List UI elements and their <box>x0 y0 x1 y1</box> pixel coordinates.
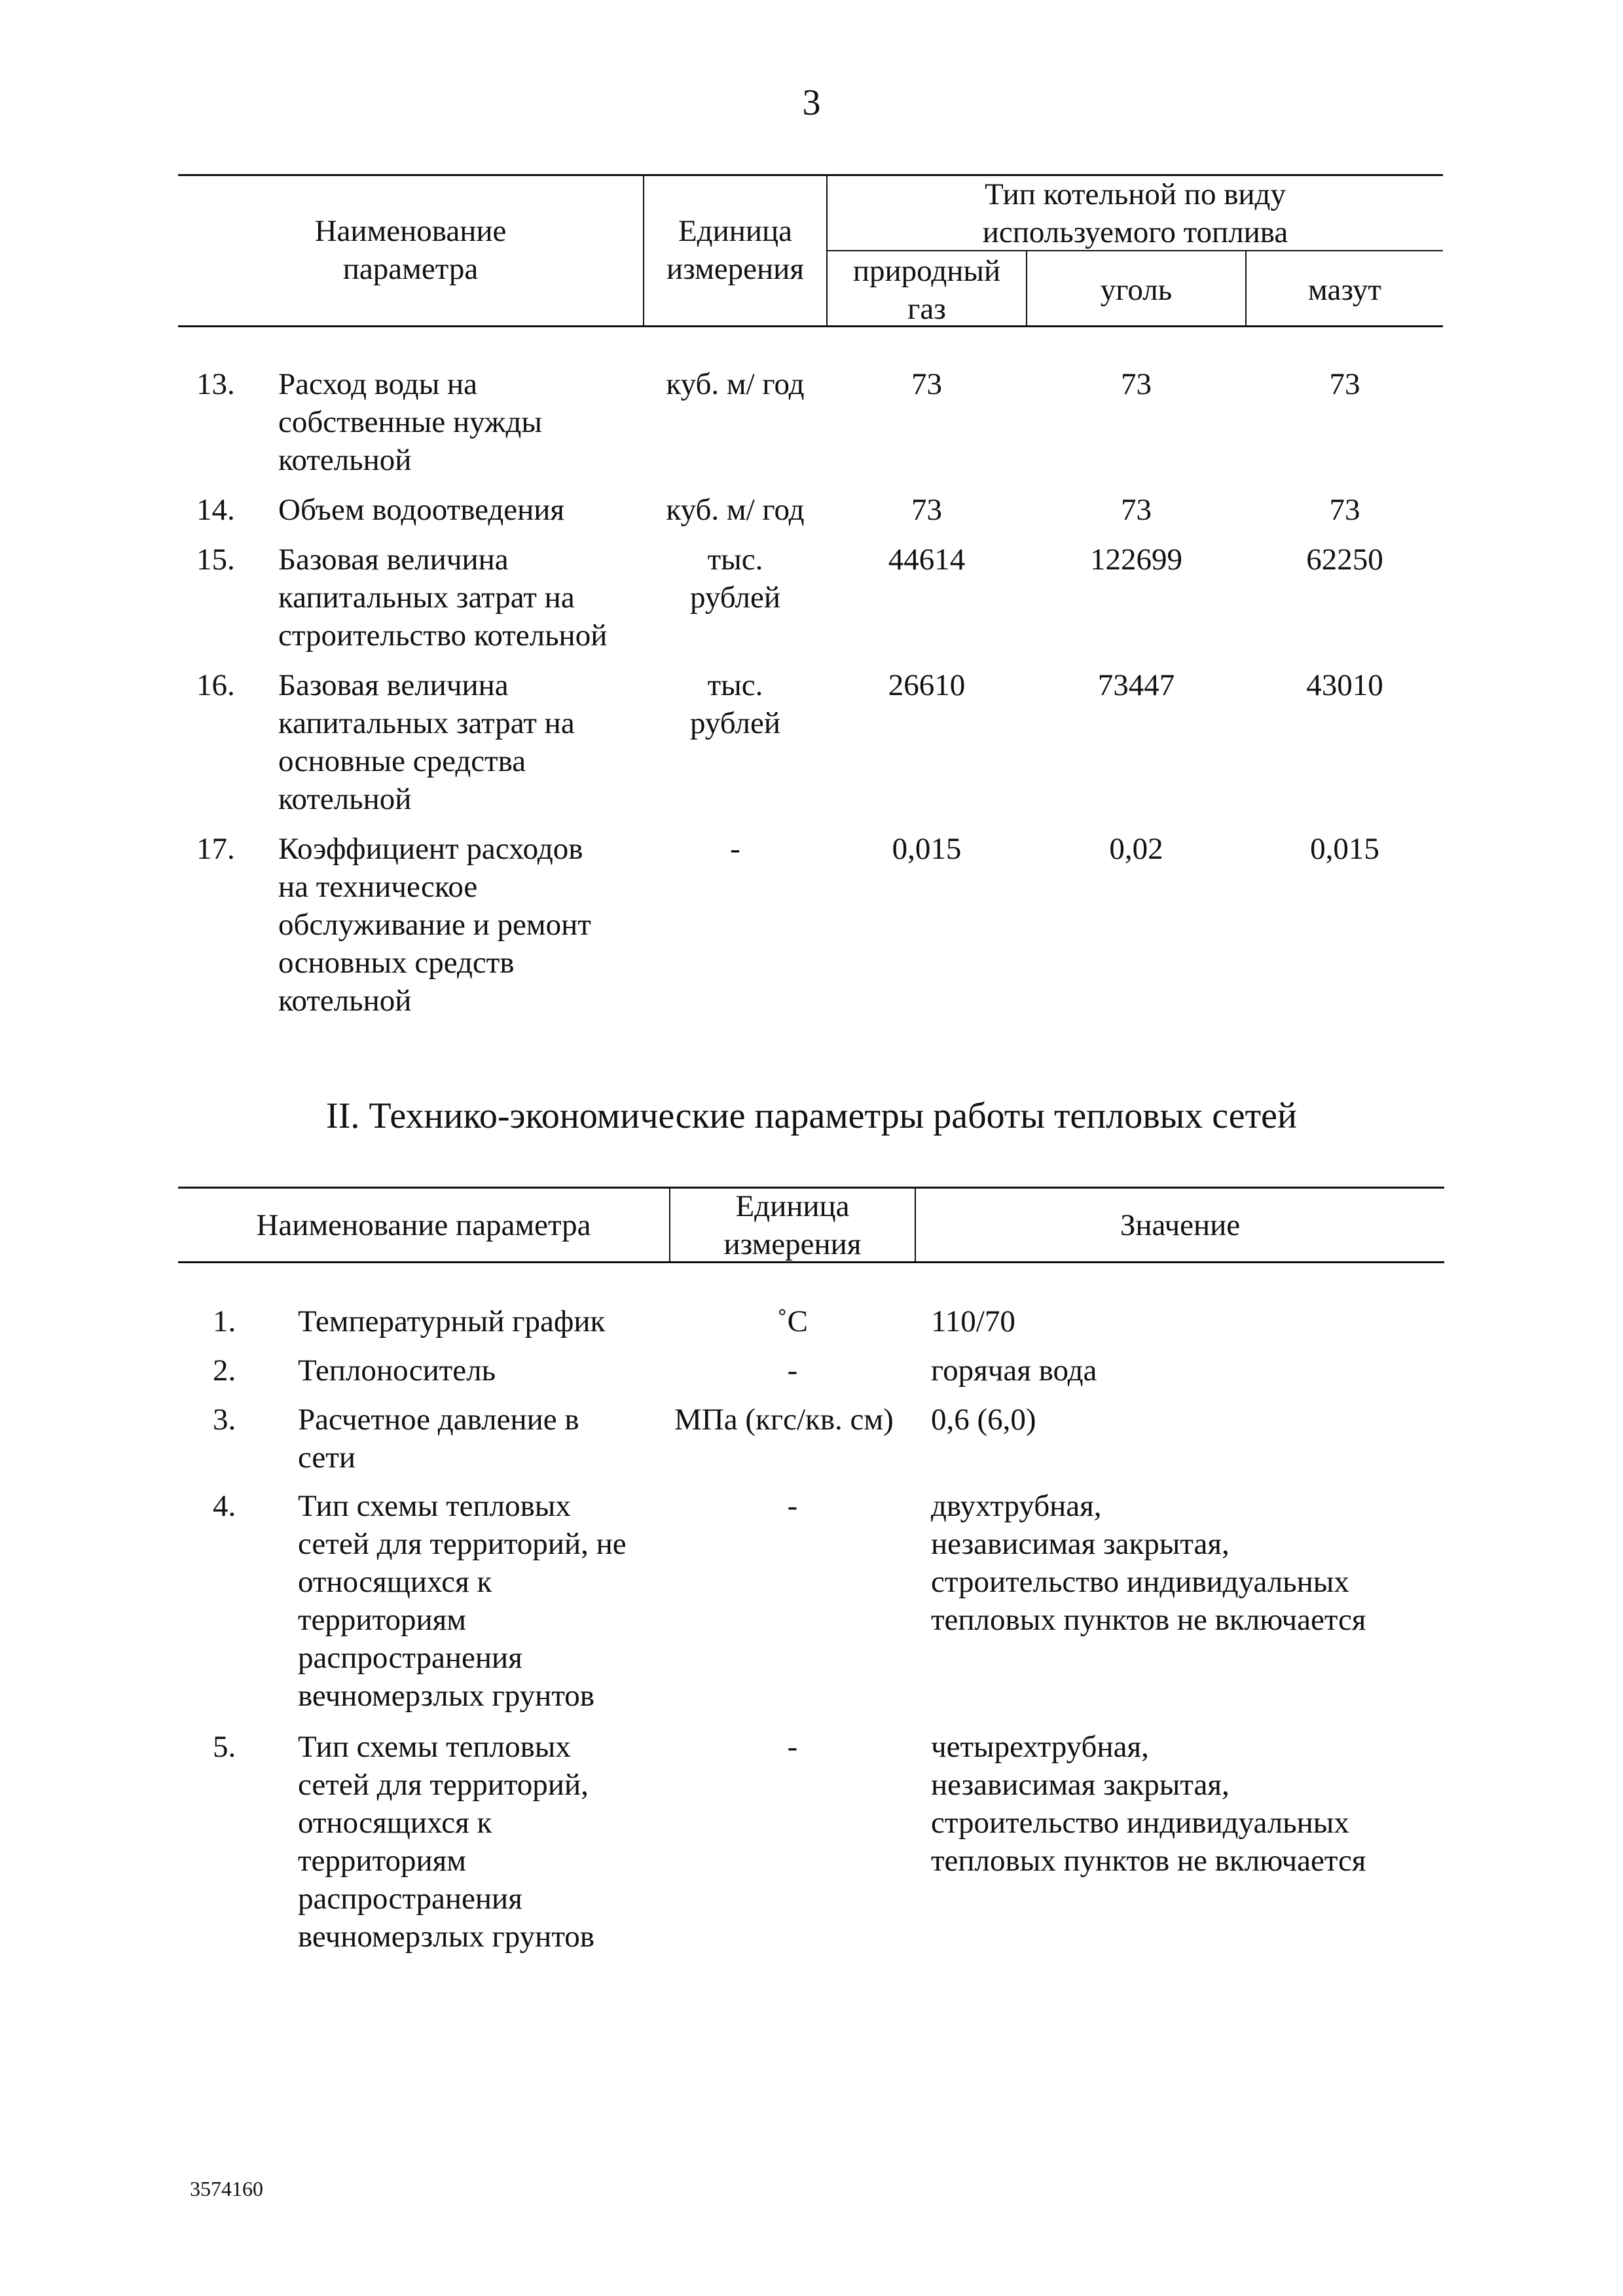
row-coal-value: 122699 <box>1090 543 1182 577</box>
row-unit: тыс. рублей <box>690 668 780 740</box>
row-unit: МПа (кгс/кв. см) <box>674 1403 894 1437</box>
row-coal-value: 73 <box>1121 493 1152 527</box>
row-unit: - <box>787 1730 798 1764</box>
row-name: Коэффициент расходов на техническое обслуживание и ремонт основных средств котельной <box>278 832 591 1018</box>
row-unit: куб. м/ год <box>666 367 805 401</box>
row-gas-value: 0,015 <box>892 832 962 866</box>
row-name: Расчетное давление в сети <box>298 1403 579 1475</box>
table1-header-name: Наименование параметра <box>314 214 507 286</box>
row-oil-value: 73 <box>1329 367 1360 401</box>
row-unit: куб. м/ год <box>666 493 805 527</box>
page-number: 3 <box>802 82 821 123</box>
row-value: горячая вода <box>931 1354 1097 1388</box>
row-coal-value: 0,02 <box>1109 832 1163 866</box>
table2-header-unit: Единица измерения <box>723 1189 862 1261</box>
row-name: Объем водоотведения <box>278 493 565 527</box>
row-number: 2. <box>213 1354 236 1388</box>
row-name: Тип схемы тепловых сетей для территорий, относящихся к территориям распространения вечномерзлых грунтов <box>298 1730 594 1954</box>
row-name: Тип схемы тепловых сетей для территорий, не относящихся к территориям распространения вечномерзлых грунтов <box>298 1489 627 1713</box>
row-unit: - <box>787 1354 798 1388</box>
row-number: 14. <box>196 493 235 527</box>
row-name: Теплоноситель <box>298 1354 496 1388</box>
table2-header-name: Наименование параметра <box>256 1208 591 1242</box>
row-name: Расход воды на собственные нужды котельной <box>278 367 542 477</box>
table1-header-bottom-rule <box>178 325 1443 327</box>
row-name: Базовая величина капитальных затрат на основные средства котельной <box>278 668 575 816</box>
row-value: 110/70 <box>931 1304 1015 1338</box>
row-oil-value: 62250 <box>1306 543 1383 577</box>
row-oil-value: 73 <box>1329 493 1360 527</box>
row-oil-value: 43010 <box>1306 668 1383 702</box>
table1-header-unit: Единица измерения <box>666 214 804 286</box>
row-gas-value: 73 <box>911 367 942 401</box>
row-name: Температурный график <box>298 1304 606 1338</box>
section-title: II. Технико-экономические параметры работы тепловых сетей <box>326 1096 1297 1136</box>
row-unit: - <box>787 1489 798 1523</box>
table1-header-gas: природный газ <box>852 254 1001 326</box>
row-gas-value: 26610 <box>888 668 966 702</box>
document-id: 3574160 <box>190 2177 263 2200</box>
row-coal-value: 73 <box>1121 367 1152 401</box>
row-number: 15. <box>196 543 235 577</box>
row-number: 13. <box>196 367 235 401</box>
row-gas-value: 44614 <box>888 543 966 577</box>
row-number: 3. <box>213 1403 236 1437</box>
row-value: 0,6 (6,0) <box>931 1403 1036 1437</box>
row-number: 1. <box>213 1304 236 1338</box>
row-number: 17. <box>196 832 235 866</box>
row-unit: ˚С <box>777 1304 808 1338</box>
row-unit: тыс. рублей <box>690 543 780 615</box>
row-coal-value: 73447 <box>1097 668 1175 702</box>
row-name: Базовая величина капитальных затрат на строительство котельной <box>278 543 608 653</box>
row-number: 5. <box>213 1730 236 1764</box>
table1-header-oil: мазут <box>1308 273 1381 307</box>
row-number: 16. <box>196 668 235 702</box>
row-value: четырехтрубная, независимая закрытая, строительство индивидуальных тепловых пунктов не включается <box>931 1730 1366 1878</box>
table1-header-type-group: Тип котельной по виду используемого топлива <box>982 177 1288 249</box>
row-value: двухтрубная, независимая закрытая, строительство индивидуальных тепловых пунктов не включается <box>931 1489 1366 1637</box>
row-number: 4. <box>213 1489 236 1523</box>
table2-header-value: Значение <box>1120 1208 1241 1242</box>
table1-header-coal: уголь <box>1100 273 1173 307</box>
row-gas-value: 73 <box>911 493 942 527</box>
row-oil-value: 0,015 <box>1310 832 1379 866</box>
row-unit: - <box>730 832 740 866</box>
